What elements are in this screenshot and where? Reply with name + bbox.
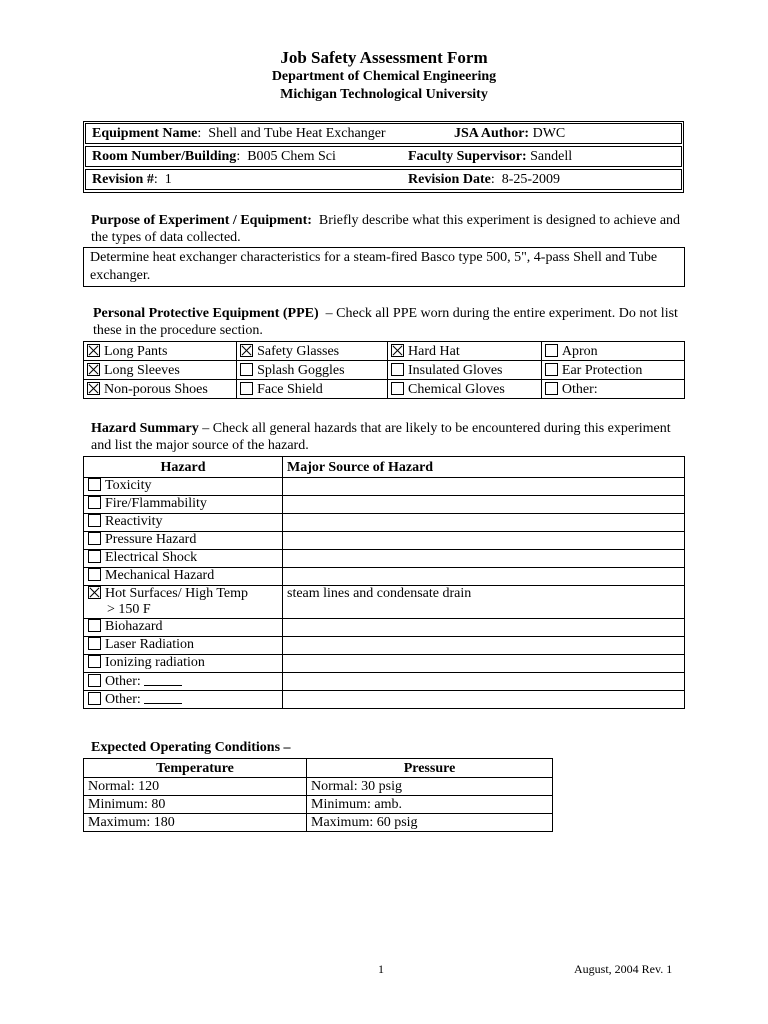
- room-value: B005 Chem Sci: [247, 149, 336, 164]
- ppe-cell: [237, 361, 388, 380]
- author-label: JSA Author:: [454, 126, 530, 141]
- purpose-instruction: Briefly describe what this experiment is designed to achieve and the types of data collected.: [91, 213, 681, 245]
- hazard-cell: [84, 568, 283, 586]
- hazard-source-cell[interactable]: [283, 655, 685, 673]
- hazard-instruction: – Check all general hazards that are likely to be encountered during this experiment and list the major source of the hazard.: [91, 421, 671, 453]
- hazard-cell: [84, 550, 283, 568]
- supervisor-label: Faculty Supervisor:: [408, 149, 527, 164]
- hazard-cell: [84, 655, 283, 673]
- hazard-source-cell[interactable]: [283, 550, 685, 568]
- conditions-heading: Expected Operating Conditions –: [91, 740, 291, 755]
- ppe-row: [84, 380, 685, 399]
- conditions-row: [84, 796, 553, 814]
- hazard-label: Ionizing radiation: [105, 655, 205, 670]
- hazard-label: Electrical Shock: [105, 550, 198, 565]
- ppe-cell: [84, 380, 237, 399]
- ppe-row: [84, 342, 685, 361]
- department-name: Department of Chemical Engineering: [271, 69, 497, 84]
- hazard-label: Reactivity: [105, 514, 163, 529]
- hazard-cell: [84, 586, 283, 619]
- hazard-source-cell[interactable]: [283, 496, 685, 514]
- ppe-label: Chemical Gloves: [408, 381, 505, 397]
- hazard-cell: [84, 514, 283, 532]
- hazard-row: [84, 568, 685, 586]
- ppe-cell: [84, 342, 237, 361]
- hazard-label: Hot Surfaces/ High Temp: [105, 586, 249, 601]
- hazard-source-cell[interactable]: [283, 691, 685, 709]
- hazard-checkbox[interactable]: [88, 586, 101, 599]
- hazard-checkbox[interactable]: [88, 568, 101, 581]
- hazard-checkbox[interactable]: [88, 692, 101, 705]
- hazard-row: [84, 532, 685, 550]
- pressure-cell: Normal: 30 psig: [307, 778, 553, 796]
- ppe-label: Apron: [561, 343, 598, 359]
- hazard-checkbox[interactable]: [88, 619, 101, 632]
- hazard-cell: [84, 496, 283, 514]
- temperature-cell: Normal: 120: [84, 778, 307, 796]
- hazard-row: [84, 637, 685, 655]
- hazard-label: Fire/Flammability: [105, 496, 207, 511]
- hazard-other-blank[interactable]: [144, 691, 182, 704]
- hazard-row: [84, 673, 685, 691]
- hazard-checkbox[interactable]: [88, 496, 101, 509]
- hazard-checkbox[interactable]: [88, 674, 101, 687]
- ppe-label: Ear Protection: [561, 362, 643, 378]
- hazard-row: [84, 619, 685, 637]
- revision-label: Revision #: [92, 172, 154, 187]
- hazard-cell: [84, 532, 283, 550]
- ppe-cell: [541, 361, 684, 380]
- conditions-table: [83, 758, 553, 832]
- hazard-row: [84, 550, 685, 568]
- revision-value: 1: [164, 172, 172, 187]
- hazard-row: [84, 478, 685, 496]
- ppe-label: Insulated Gloves: [408, 362, 503, 378]
- purpose-text-box: Determine heat exchanger characteristics for a steam-fired Basco type 500, 5", 4-pass Shell and Tube exchanger.: [83, 247, 685, 287]
- hazard-row: [84, 691, 685, 709]
- ppe-checkbox[interactable]: [87, 363, 100, 376]
- hazard-other-blank[interactable]: [144, 673, 182, 686]
- info-row-room: Room Number/Building: B005 Chem Sci Faculty Supervisor: Sandell: [85, 146, 682, 167]
- ppe-label: Other:: [561, 381, 598, 397]
- ppe-checkbox[interactable]: [87, 382, 100, 395]
- hazard-row: [84, 514, 685, 532]
- hazard-label: Laser Radiation: [105, 637, 195, 652]
- ppe-checkbox[interactable]: [391, 363, 404, 376]
- hazard-source-cell[interactable]: [283, 637, 685, 655]
- ppe-label: Face Shield: [257, 381, 323, 397]
- temperature-cell: Minimum: 80: [84, 796, 307, 814]
- ppe-cell: [541, 342, 684, 361]
- hazard-source-cell[interactable]: [283, 514, 685, 532]
- ppe-heading: Personal Protective Equipment (PPE): [93, 306, 319, 321]
- hazard-cell: [84, 619, 283, 637]
- ppe-table: [83, 341, 685, 399]
- ppe-label: Long Sleeves: [104, 362, 180, 378]
- hazard-checkbox[interactable]: [88, 478, 101, 491]
- revision-date-value: 8-25-2009: [501, 172, 561, 187]
- form-title: Job Safety Assessment Form: [280, 48, 488, 67]
- ppe-paragraph: [93, 305, 693, 339]
- hazard-table: [83, 456, 685, 709]
- purpose-paragraph: [91, 212, 691, 246]
- ppe-checkbox[interactable]: [545, 344, 558, 357]
- hazard-cell: [84, 673, 283, 691]
- source-col-header: Major Source of Hazard: [283, 457, 685, 478]
- hazard-label-line2: > 150 F: [107, 602, 151, 617]
- hazard-source-cell[interactable]: [283, 619, 685, 637]
- ppe-label: Splash Goggles: [257, 362, 345, 378]
- hazard-row: [84, 655, 685, 673]
- info-box: [83, 121, 684, 193]
- hazard-label: Pressure Hazard: [105, 532, 197, 547]
- supervisor-value: Sandell: [530, 149, 573, 164]
- purpose-heading: Purpose of Experiment / Equipment:: [91, 213, 312, 228]
- university-name: Michigan Technological University: [280, 87, 488, 102]
- temperature-col-header: Temperature: [84, 759, 307, 778]
- ppe-label: Safety Glasses: [257, 343, 340, 359]
- conditions-row: [84, 778, 553, 796]
- ppe-label: Hard Hat: [408, 343, 460, 359]
- hazard-checkbox[interactable]: [88, 514, 101, 527]
- hazard-source-cell[interactable]: steam lines and condensate drain: [283, 586, 685, 619]
- ppe-checkbox[interactable]: [87, 344, 100, 357]
- ppe-checkbox[interactable]: [240, 382, 253, 395]
- hazard-label: Other:: [105, 674, 141, 689]
- pressure-col-header: Pressure: [307, 759, 553, 778]
- hazard-cell: [84, 637, 283, 655]
- hazard-label: Other:: [105, 692, 141, 707]
- revision-date-label: Revision Date: [408, 172, 491, 187]
- hazard-row: [84, 496, 685, 514]
- ppe-checkbox[interactable]: [545, 382, 558, 395]
- author-value: DWC: [532, 126, 566, 141]
- hazard-source-cell[interactable]: [283, 478, 685, 496]
- version-note: August, 2004 Rev. 1: [574, 962, 673, 976]
- hazard-cell: [84, 691, 283, 709]
- ppe-cell: [237, 380, 388, 399]
- ppe-checkbox[interactable]: [240, 363, 253, 376]
- ppe-cell: [388, 380, 542, 399]
- ppe-cell: [237, 342, 388, 361]
- ppe-checkbox[interactable]: [391, 382, 404, 395]
- hazard-source-cell[interactable]: [283, 532, 685, 550]
- info-row-revision: Revision #: 1 Revision Date: 8-25-2009: [85, 169, 682, 190]
- hazard-heading: Hazard Summary: [91, 421, 199, 436]
- ppe-label: Non-porous Shoes: [104, 381, 208, 397]
- ppe-instruction: – Check all PPE worn during the entire experiment. Do not list these in the procedure section.: [93, 306, 678, 338]
- ppe-checkbox[interactable]: [240, 344, 253, 357]
- hazard-row: [84, 586, 685, 619]
- info-row-equipment: Equipment Name: Shell and Tube Heat Exchanger JSA Author: DWC: [85, 123, 682, 144]
- hazard-source-cell[interactable]: [283, 568, 685, 586]
- hazard-source-cell[interactable]: [283, 673, 685, 691]
- equipment-label: Equipment Name: [92, 126, 198, 141]
- ppe-cell: [388, 361, 542, 380]
- ppe-row: [84, 361, 685, 380]
- hazard-checkbox[interactable]: [88, 637, 101, 650]
- hazard-label: Toxicity: [105, 478, 152, 493]
- hazard-checkbox[interactable]: [88, 655, 101, 668]
- hazard-label: Biohazard: [105, 619, 163, 634]
- ppe-checkbox[interactable]: [545, 363, 558, 376]
- room-label: Room Number/Building: [92, 149, 237, 164]
- hazard-cell: [84, 478, 283, 496]
- hazard-label: Mechanical Hazard: [105, 568, 215, 583]
- ppe-cell: [388, 342, 542, 361]
- conditions-row: [84, 814, 553, 832]
- ppe-cell: [541, 380, 684, 399]
- pressure-cell: Maximum: 60 psig: [307, 814, 553, 832]
- page-number: 1: [378, 962, 384, 976]
- temperature-cell: Maximum: 180: [84, 814, 307, 832]
- hazard-checkbox[interactable]: [88, 550, 101, 563]
- ppe-cell: [84, 361, 237, 380]
- hazard-checkbox[interactable]: [88, 532, 101, 545]
- ppe-label: Long Pants: [104, 343, 168, 359]
- ppe-checkbox[interactable]: [391, 344, 404, 357]
- equipment-value: Shell and Tube Heat Exchanger: [208, 126, 386, 141]
- pressure-cell: Minimum: amb.: [307, 796, 553, 814]
- hazard-col-header: Hazard: [84, 457, 283, 478]
- hazard-paragraph: [91, 420, 691, 454]
